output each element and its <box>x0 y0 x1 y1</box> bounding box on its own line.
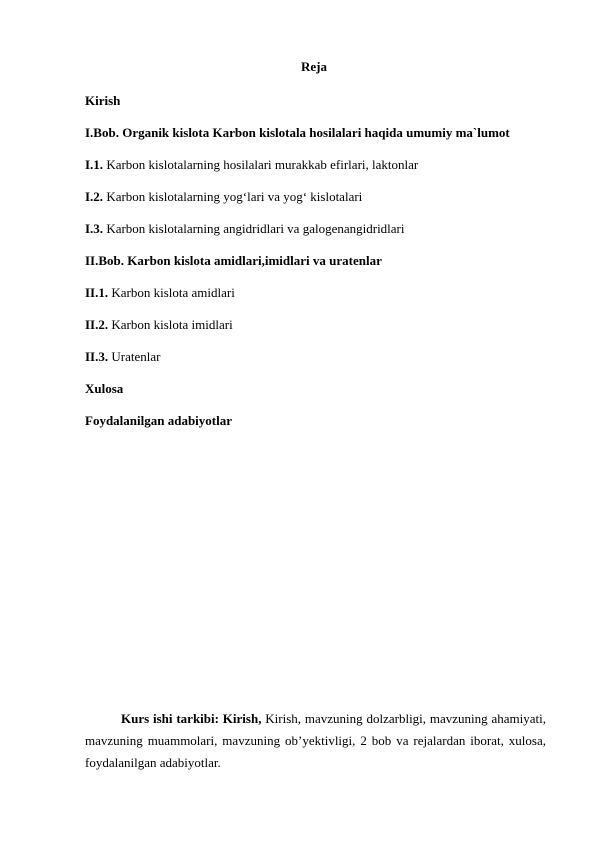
paragraph-lead: Kurs ishi tarkibi: Kirish, <box>121 711 262 726</box>
toc-item-number: I.1. <box>85 157 104 172</box>
toc-item-section-1-1 <box>85 157 555 189</box>
toc-item-text: I.Bob. Organik kislota Karbon kislotala hosilalari haqida umumiy ma`lumot <box>85 125 510 140</box>
toc-item-section-1-2 <box>85 189 555 221</box>
toc-item-section-2-3 <box>85 349 555 381</box>
toc-item-section-2-1 <box>85 285 555 317</box>
toc-item-number: II.2. <box>85 317 109 332</box>
toc-item-text: Karbon kislotalarning hosilalari murakkab efirlari, laktonlar <box>103 157 419 172</box>
toc-item-chapter-2 <box>85 253 555 285</box>
toc-item-text: Foydalanilgan adabiyotlar <box>85 413 232 428</box>
toc-item-number: II.1. <box>85 285 109 300</box>
toc-item-number: I.3. <box>85 221 104 236</box>
toc-item-text: II.Bob. Karbon kislota amidlari,imidlari va uratenlar <box>85 253 382 268</box>
toc-item-text: Karbon kislota amidlari <box>108 285 235 300</box>
toc-item-adabiyotlar <box>85 413 555 445</box>
toc-item-text: Karbon kislota imidlari <box>108 317 233 332</box>
toc-item-text: Karbon kislotalarning yog‘lari va yog‘ kislotalari <box>103 189 363 204</box>
toc-item-number: II.3. <box>85 349 109 364</box>
paragraph-body: Kirish, mavzuning dolzarbligi, mavzuning ahamiyati, mavzuning muammolari, mavzuning ob’yektivligi, 2 bob va rejalardan iborat, xulosa, foydalanilgan adabiyotlar. <box>85 711 546 770</box>
toc-item-xulosa <box>85 381 555 413</box>
toc-item-number: I.2. <box>85 189 104 204</box>
toc-item-section-1-3 <box>85 221 555 253</box>
toc-item-text: Uratenlar <box>108 349 161 364</box>
toc-item-text: Xulosa <box>85 381 124 396</box>
page-title: Reja <box>301 59 327 74</box>
table-of-contents <box>85 93 555 445</box>
toc-item-text: Kirish <box>85 93 121 108</box>
toc-item-section-2-2 <box>85 317 555 349</box>
toc-item-text: Karbon kislotalarning angidridlari va galogenangidridlari <box>103 221 405 236</box>
toc-item-kirish <box>85 93 555 125</box>
course-work-structure-paragraph <box>85 708 546 774</box>
toc-item-chapter-1 <box>85 125 555 157</box>
